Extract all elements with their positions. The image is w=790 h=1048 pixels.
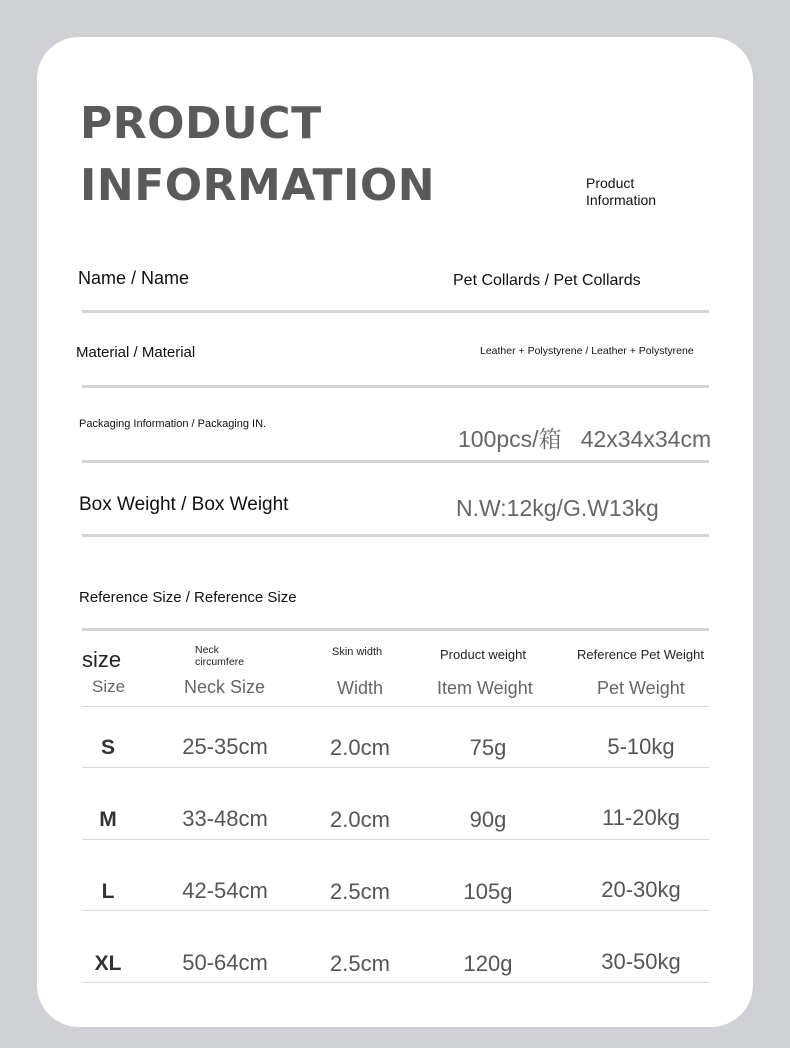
header-neck-small: Neck circumfere [195,644,245,668]
divider [82,628,709,631]
subtitle-line1: Product [586,175,635,191]
table-cell-item-weight: 120g [463,951,513,976]
header-pet-weight-small: Reference Pet Weight [577,647,704,662]
table-cell-pet-weight: 11-20kg [602,805,680,830]
box-weight-value: N.W:12kg/G.W13kg [456,495,659,521]
table-cell-item-weight: 75g [469,735,507,760]
header-item-weight-main: Item Weight [437,678,533,698]
header-neck-main: Neck Size [184,677,266,697]
material-value: Leather + Polystyrene / Leather + Polystyrene [480,345,694,357]
table-cell-pet-weight: 20-30kg [601,877,681,902]
header-width-main: Width [337,678,384,698]
table-cell-neck: 50-64cm [182,950,268,975]
table-cell-pet-weight: 30-50kg [601,949,681,974]
table-divider [82,767,709,768]
table-divider [82,910,709,911]
header-pet-weight-main: Pet Weight [597,678,685,698]
box-weight-label: Box Weight / Box Weight [79,494,289,515]
table-cell-size: S [100,736,116,759]
table-cell-item-weight: 105g [463,879,513,904]
material-label: Material / Material [76,344,196,361]
divider [82,310,709,313]
table-cell-width: 2.0cm [330,807,390,832]
header-width-small: Skin width [332,646,383,658]
page-title-line2: INFORMATION [80,160,436,211]
table-cell-size: M [99,808,117,831]
table-cell-neck: 25-35cm [182,734,268,759]
table-cell-neck: 42-54cm [182,878,268,903]
name-label: Name / Name [78,268,190,288]
header-size-small: size [82,647,122,672]
table-cell-pet-weight: 5-10kg [607,734,675,759]
table-cell-width: 2.0cm [330,735,390,760]
table-cell-width: 2.5cm [330,879,390,904]
packaging-label: Packaging Information / Packaging IN. [79,418,267,430]
divider [82,534,709,537]
name-value: Pet Collards / Pet Collards [453,272,641,289]
table-divider [82,839,709,840]
table-cell-item-weight: 90g [469,807,507,832]
table-cell-size: XL [94,952,122,975]
reference-size-label: Reference Size / Reference Size [79,589,297,606]
table-cell-neck: 33-48cm [182,806,268,831]
divider [82,385,709,388]
table-cell-width: 2.5cm [330,951,390,976]
table-divider [82,982,709,983]
table-cell-size: L [101,880,115,903]
divider [82,460,709,463]
subtitle-line2: Information [586,192,657,208]
page-title-line1: PRODUCT [80,98,322,149]
packaging-value: 100pcs/箱 42x34x34cm [458,426,712,452]
table-divider [82,706,709,707]
header-item-weight-small: Product weight [440,647,526,662]
header-size-main: Size [92,677,126,696]
